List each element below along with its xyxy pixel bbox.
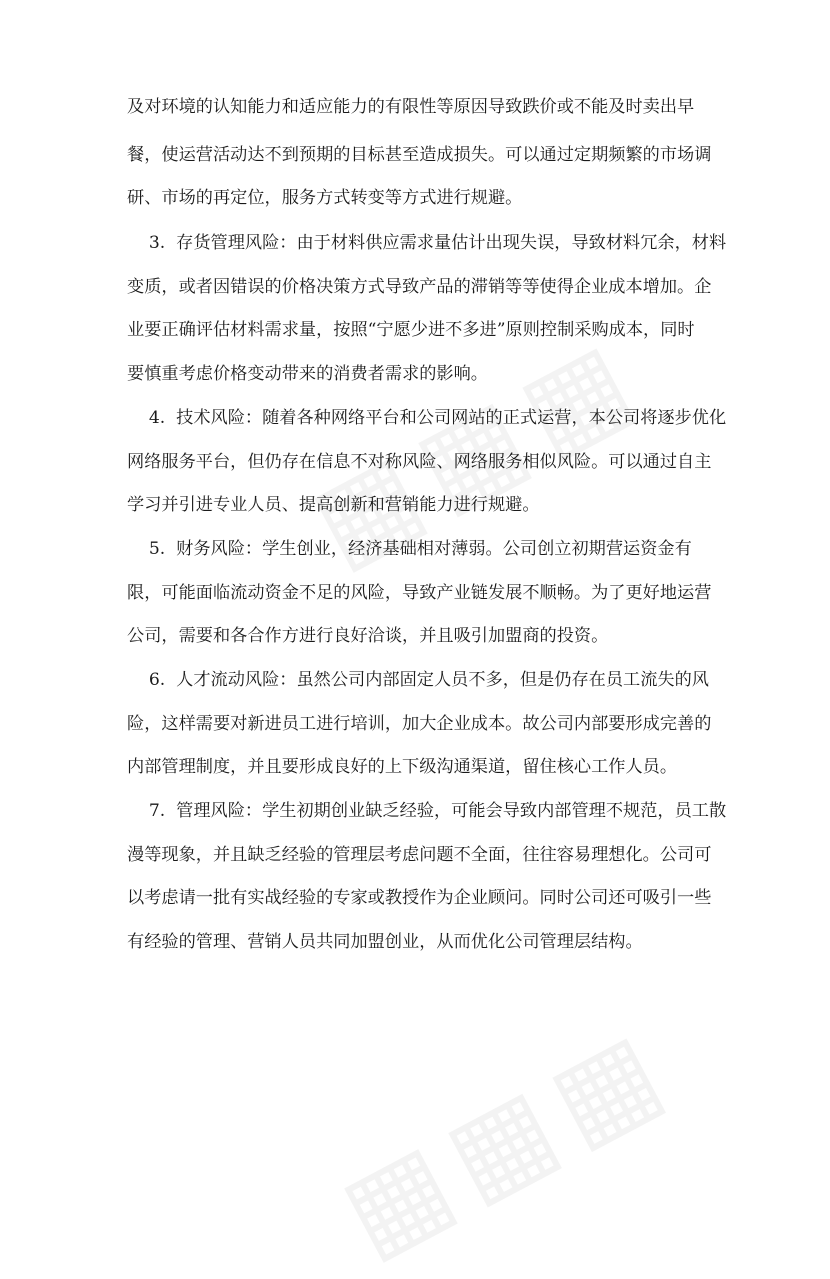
paragraph-line: 网络服务平台，但仍存在信息不对称风险、网络服务相似风险。可以通过自主: [127, 452, 712, 472]
paragraph-line: 限，可能面临流动资金不足的风险，导致产业链发展不顺畅。为了更好地运营: [127, 583, 712, 603]
paragraph-line: 学习并引进专业人员、提高创新和营销能力进行规避。: [127, 495, 540, 515]
paragraph-line: 有经验的管理、营销人员共同加盟创业，从而优化公司管理层结构。: [127, 932, 643, 952]
watermark-logo: [321, 999, 693, 1278]
paragraph-line: 4. 技术风险：随着各种网络平台和公司网站的正式运营，本公司将逐步优化: [127, 408, 727, 428]
paragraph-line: 5. 财务风险：学生创业，经济基础相对薄弱。公司创立初期营运资金有: [127, 539, 692, 559]
paragraph-line: 要慎重考虑价格变动带来的消费者需求的影响。: [127, 364, 488, 384]
paragraph-line: 公司，需要和各合作方进行良好洽谈，并且吸引加盟商的投资。: [127, 626, 609, 646]
paragraph-line: 餐，使运营活动达不到预期的目标甚至造成损失。可以通过定期频繁的市场调: [127, 145, 712, 165]
paragraph-line: 业要正确评估材料需求量，按照“宁愿少进不多进”原则控制采购成本，同时: [127, 320, 695, 340]
paragraph-line: 险，这样需要对新进员工进行培训，加大企业成本。故公司内部要形成完善的: [127, 714, 712, 734]
paragraph-line: 内部管理制度，并且要形成良好的上下级沟通渠道，留住核心工作人员。: [127, 757, 678, 777]
paragraph-line: 变质，或者因错误的价格决策方式导致产品的滞销等等使得企业成本增加。企: [127, 277, 712, 297]
paragraph-line: 6. 人才流动风险：虽然公司内部固定人员不多，但是仍存在员工流失的风: [127, 670, 709, 690]
paragraph-line: 研、市场的再定位，服务方式转变等方式进行规避。: [127, 188, 523, 208]
paragraph-line: 3. 存货管理风险：由于材料供应需求量估计出现失误，导致材料冗余，材料: [127, 233, 727, 253]
paragraph-line: 以考虑请一批有实战经验的专家或教授作为企业顾问。同时公司还可吸引一些: [127, 888, 712, 908]
paragraph-line: 7. 管理风险：学生初期创业缺乏经验，可能会导致内部管理不规范，员工散: [127, 801, 727, 821]
paragraph-line: 漫等现象，并且缺乏经验的管理层考虑问题不全面，往往容易理想化。公司可: [127, 845, 712, 865]
paragraph-line: 及对环境的认知能力和适应能力的有限性等原因导致跌价或不能及时卖出早: [127, 97, 695, 117]
